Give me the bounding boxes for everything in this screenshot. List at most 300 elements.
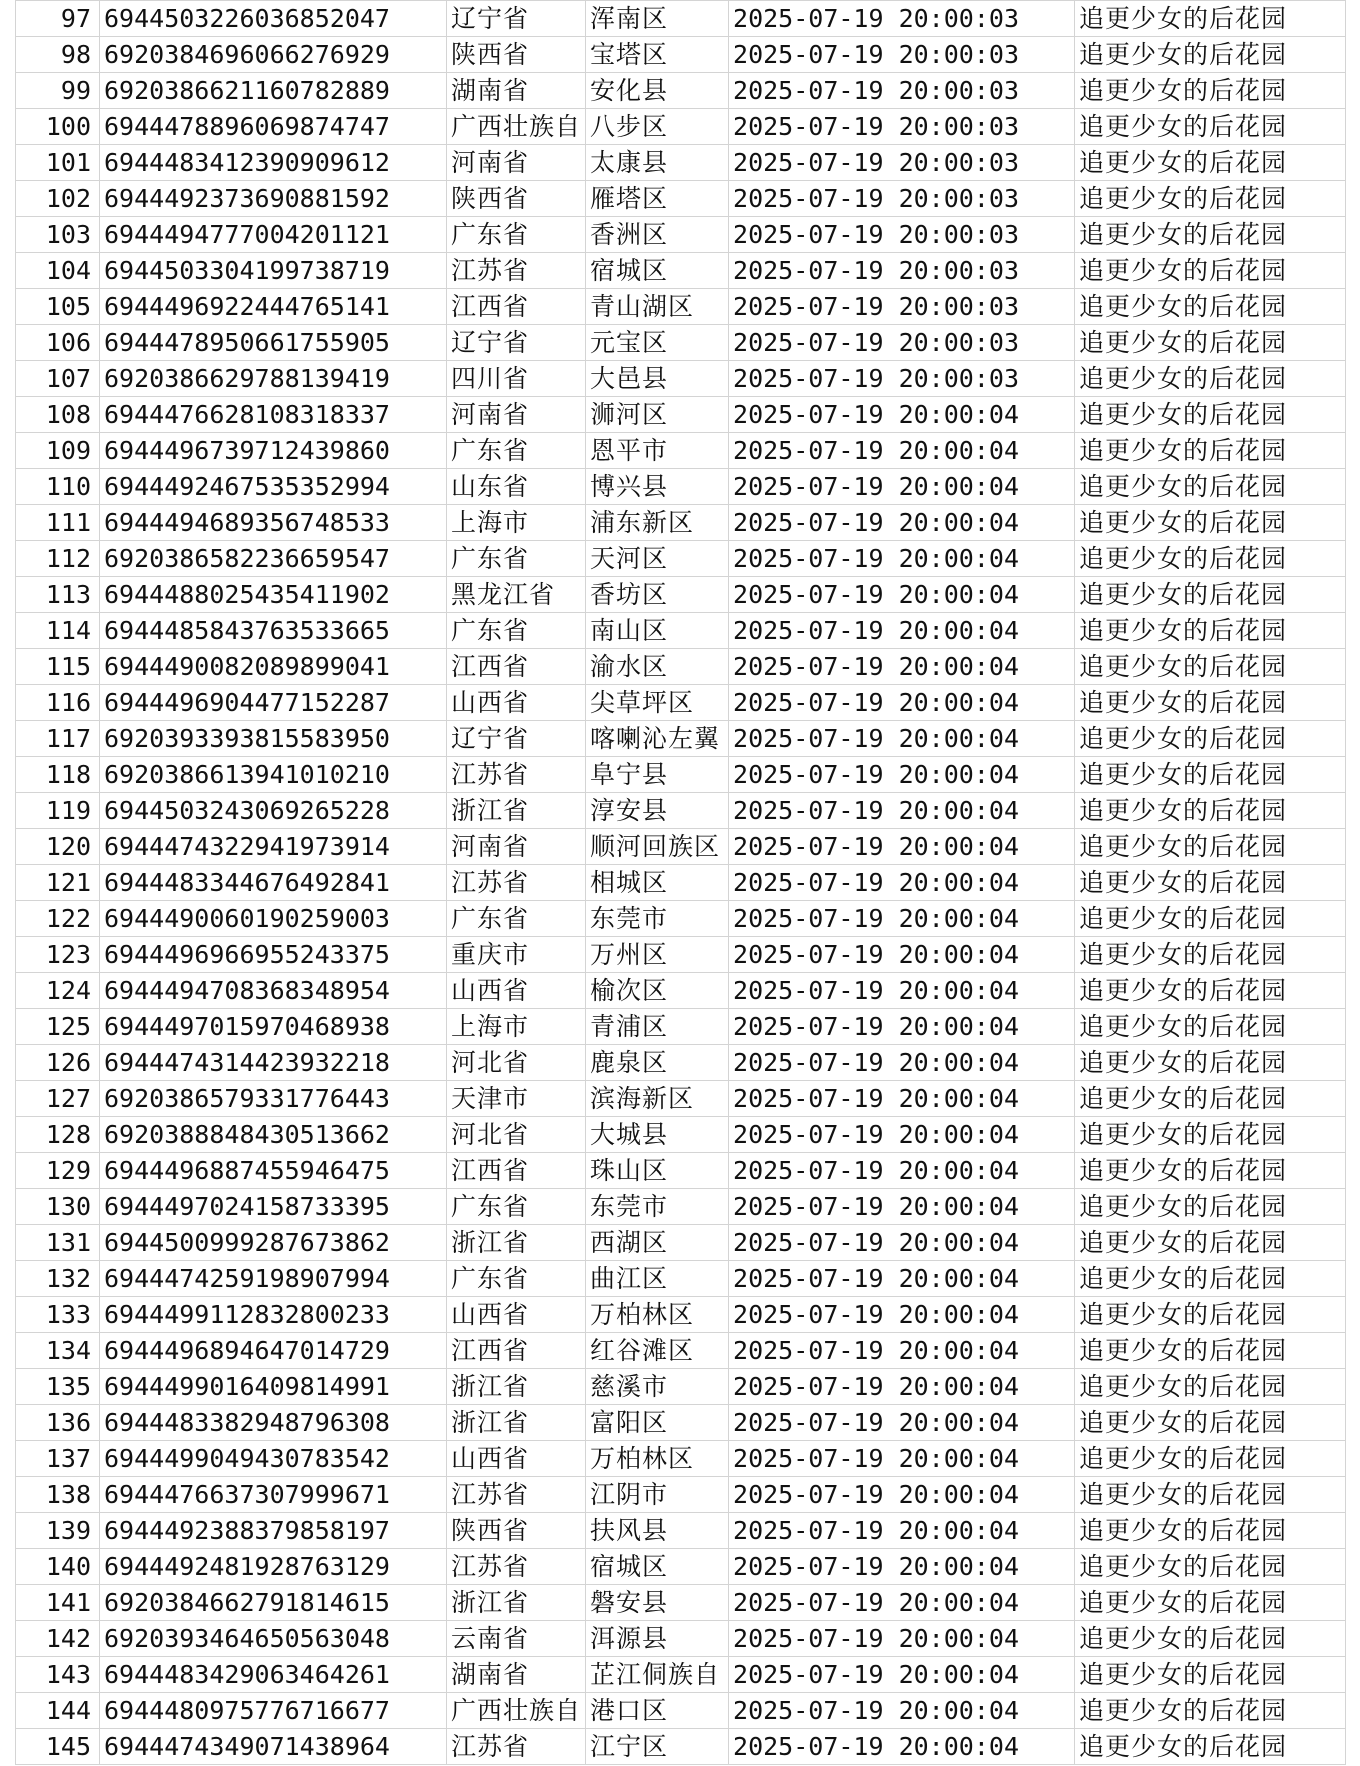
cell-order-id[interactable]: 6944490060190259003 (100, 901, 447, 937)
cell-province[interactable]: 广东省 (447, 1189, 586, 1225)
cell-time[interactable]: 2025-07-19 20:00:04 (729, 901, 1075, 937)
cell-shop[interactable]: 追更少女的后花园 (1075, 577, 1346, 613)
cell-time[interactable]: 2025-07-19 20:00:03 (729, 181, 1075, 217)
cell-index[interactable]: 98 (16, 37, 100, 73)
cell-province[interactable]: 黑龙江省 (447, 577, 586, 613)
cell-province[interactable]: 浙江省 (447, 1585, 586, 1621)
cell-order-id[interactable]: 6920388848430513662 (100, 1117, 447, 1153)
cell-shop[interactable]: 追更少女的后花园 (1075, 1261, 1346, 1297)
cell-district[interactable]: 万州区 (586, 937, 729, 973)
cell-shop[interactable]: 追更少女的后花园 (1075, 1441, 1346, 1477)
cell-province[interactable]: 天津市 (447, 1081, 586, 1117)
cell-shop[interactable]: 追更少女的后花园 (1075, 145, 1346, 181)
cell-time[interactable]: 2025-07-19 20:00:03 (729, 289, 1075, 325)
cell-province[interactable]: 广东省 (447, 901, 586, 937)
cell-index[interactable]: 140 (16, 1549, 100, 1585)
cell-shop[interactable]: 追更少女的后花园 (1075, 937, 1346, 973)
cell-shop[interactable]: 追更少女的后花园 (1075, 1009, 1346, 1045)
cell-district[interactable]: 富阳区 (586, 1405, 729, 1441)
cell-index[interactable]: 100 (16, 109, 100, 145)
cell-order-id[interactable]: 6920393393815583950 (100, 721, 447, 757)
cell-province[interactable]: 江西省 (447, 289, 586, 325)
cell-index[interactable]: 124 (16, 973, 100, 1009)
cell-time[interactable]: 2025-07-19 20:00:04 (729, 1153, 1075, 1189)
cell-district[interactable]: 磐安县 (586, 1585, 729, 1621)
cell-district[interactable]: 鹿泉区 (586, 1045, 729, 1081)
cell-time[interactable]: 2025-07-19 20:00:04 (729, 1081, 1075, 1117)
cell-province[interactable]: 浙江省 (447, 1405, 586, 1441)
cell-index[interactable]: 119 (16, 793, 100, 829)
cell-time[interactable]: 2025-07-19 20:00:03 (729, 253, 1075, 289)
cell-shop[interactable]: 追更少女的后花园 (1075, 685, 1346, 721)
cell-province[interactable]: 重庆市 (447, 937, 586, 973)
cell-index[interactable]: 132 (16, 1261, 100, 1297)
cell-order-id[interactable]: 6944500999287673862 (100, 1225, 447, 1261)
cell-district[interactable]: 滨海新区 (586, 1081, 729, 1117)
cell-index[interactable]: 127 (16, 1081, 100, 1117)
table-row (16, 433, 1346, 469)
cell-time[interactable]: 2025-07-19 20:00:03 (729, 217, 1075, 253)
cell-time[interactable]: 2025-07-19 20:00:04 (729, 757, 1075, 793)
cell-district[interactable]: 相城区 (586, 865, 729, 901)
cell-time[interactable]: 2025-07-19 20:00:03 (729, 325, 1075, 361)
cell-district[interactable]: 东莞市 (586, 1189, 729, 1225)
cell-province[interactable]: 河南省 (447, 829, 586, 865)
cell-time[interactable]: 2025-07-19 20:00:04 (729, 1693, 1075, 1729)
cell-order-id[interactable]: 6944474322941973914 (100, 829, 447, 865)
cell-time[interactable]: 2025-07-19 20:00:04 (729, 541, 1075, 577)
cell-shop[interactable]: 追更少女的后花园 (1075, 1549, 1346, 1585)
cell-shop[interactable]: 追更少女的后花园 (1075, 1153, 1346, 1189)
cell-time[interactable]: 2025-07-19 20:00:03 (729, 37, 1075, 73)
cell-index[interactable]: 134 (16, 1333, 100, 1369)
cell-index[interactable]: 128 (16, 1117, 100, 1153)
cell-order-id[interactable]: 6944492467535352994 (100, 469, 447, 505)
cell-time[interactable]: 2025-07-19 20:00:04 (729, 937, 1075, 973)
cell-time[interactable]: 2025-07-19 20:00:04 (729, 1297, 1075, 1333)
cell-order-id[interactable]: 6944499016409814991 (100, 1369, 447, 1405)
cell-shop[interactable]: 追更少女的后花园 (1075, 217, 1346, 253)
cell-province[interactable]: 江苏省 (447, 757, 586, 793)
cell-province[interactable]: 山西省 (447, 685, 586, 721)
cell-shop[interactable]: 追更少女的后花园 (1075, 289, 1346, 325)
cell-order-id[interactable]: 6944494689356748533 (100, 505, 447, 541)
cell-order-id[interactable]: 6944496894647014729 (100, 1333, 447, 1369)
cell-index[interactable]: 126 (16, 1045, 100, 1081)
cell-time[interactable]: 2025-07-19 20:00:04 (729, 1513, 1075, 1549)
cell-province[interactable]: 江苏省 (447, 1729, 586, 1765)
cell-province[interactable]: 广东省 (447, 217, 586, 253)
cell-shop[interactable]: 追更少女的后花园 (1075, 73, 1346, 109)
cell-index[interactable]: 125 (16, 1009, 100, 1045)
cell-time[interactable]: 2025-07-19 20:00:04 (729, 1657, 1075, 1693)
cell-district[interactable]: 榆次区 (586, 973, 729, 1009)
cell-province[interactable]: 山西省 (447, 1441, 586, 1477)
cell-index[interactable]: 133 (16, 1297, 100, 1333)
cell-index[interactable]: 109 (16, 433, 100, 469)
cell-order-id[interactable]: 6944492388379858197 (100, 1513, 447, 1549)
cell-index[interactable]: 101 (16, 145, 100, 181)
cell-index[interactable]: 118 (16, 757, 100, 793)
cell-order-id[interactable]: 6944496739712439860 (100, 433, 447, 469)
cell-shop[interactable]: 追更少女的后花园 (1075, 253, 1346, 289)
cell-district[interactable]: 芷江侗族自 (586, 1657, 729, 1693)
cell-index[interactable]: 138 (16, 1477, 100, 1513)
cell-province[interactable]: 上海市 (447, 1009, 586, 1045)
cell-order-id[interactable]: 6944503226036852047 (100, 1, 447, 37)
cell-order-id[interactable]: 6944488025435411902 (100, 577, 447, 613)
table-row (16, 1153, 1346, 1189)
cell-order-id[interactable]: 6944480975776716677 (100, 1693, 447, 1729)
cell-index[interactable]: 122 (16, 901, 100, 937)
cell-district[interactable]: 青浦区 (586, 1009, 729, 1045)
cell-province[interactable]: 广东省 (447, 433, 586, 469)
cell-shop[interactable]: 追更少女的后花园 (1075, 1297, 1346, 1333)
cell-shop[interactable]: 追更少女的后花园 (1075, 1333, 1346, 1369)
cell-district[interactable]: 珠山区 (586, 1153, 729, 1189)
cell-province[interactable]: 辽宁省 (447, 721, 586, 757)
cell-index[interactable]: 145 (16, 1729, 100, 1765)
cell-order-id[interactable]: 6920386629788139419 (100, 361, 447, 397)
cell-order-id[interactable]: 6944490082089899041 (100, 649, 447, 685)
cell-district[interactable]: 东莞市 (586, 901, 729, 937)
cell-order-id[interactable]: 6944492481928763129 (100, 1549, 447, 1585)
cell-time[interactable]: 2025-07-19 20:00:04 (729, 1549, 1075, 1585)
cell-district[interactable]: 渝水区 (586, 649, 729, 685)
cell-index[interactable]: 104 (16, 253, 100, 289)
cell-district[interactable]: 江阴市 (586, 1477, 729, 1513)
cell-order-id[interactable]: 6944474349071438964 (100, 1729, 447, 1765)
cell-district[interactable]: 宿城区 (586, 253, 729, 289)
cell-shop[interactable]: 追更少女的后花园 (1075, 1693, 1346, 1729)
cell-shop[interactable]: 追更少女的后花园 (1075, 757, 1346, 793)
cell-index[interactable]: 107 (16, 361, 100, 397)
cell-order-id[interactable]: 6944483382948796308 (100, 1405, 447, 1441)
cell-district[interactable]: 元宝区 (586, 325, 729, 361)
cell-order-id[interactable]: 6944496887455946475 (100, 1153, 447, 1189)
cell-order-id[interactable]: 6920386621160782889 (100, 73, 447, 109)
cell-district[interactable]: 浑南区 (586, 1, 729, 37)
cell-time[interactable]: 2025-07-19 20:00:04 (729, 1261, 1075, 1297)
cell-order-id[interactable]: 6920393464650563048 (100, 1621, 447, 1657)
cell-district[interactable]: 太康县 (586, 145, 729, 181)
cell-shop[interactable]: 追更少女的后花园 (1075, 1369, 1346, 1405)
cell-district[interactable]: 浉河区 (586, 397, 729, 433)
cell-time[interactable]: 2025-07-19 20:00:04 (729, 1729, 1075, 1765)
cell-order-id[interactable]: 6920384662791814615 (100, 1585, 447, 1621)
cell-time[interactable]: 2025-07-19 20:00:04 (729, 973, 1075, 1009)
cell-district[interactable]: 顺河回族区 (586, 829, 729, 865)
cell-shop[interactable]: 追更少女的后花园 (1075, 37, 1346, 73)
cell-index[interactable]: 143 (16, 1657, 100, 1693)
cell-time[interactable]: 2025-07-19 20:00:04 (729, 613, 1075, 649)
cell-province[interactable]: 山西省 (447, 1297, 586, 1333)
cell-index[interactable]: 108 (16, 397, 100, 433)
cell-order-id[interactable]: 6920386579331776443 (100, 1081, 447, 1117)
cell-time[interactable]: 2025-07-19 20:00:03 (729, 1, 1075, 37)
cell-shop[interactable]: 追更少女的后花园 (1075, 433, 1346, 469)
cell-district[interactable]: 天河区 (586, 541, 729, 577)
cell-shop[interactable]: 追更少女的后花园 (1075, 613, 1346, 649)
cell-shop[interactable]: 追更少女的后花园 (1075, 865, 1346, 901)
cell-index[interactable]: 105 (16, 289, 100, 325)
cell-time[interactable]: 2025-07-19 20:00:04 (729, 1009, 1075, 1045)
cell-district[interactable]: 青山湖区 (586, 289, 729, 325)
cell-district[interactable]: 香坊区 (586, 577, 729, 613)
cell-province[interactable]: 广东省 (447, 541, 586, 577)
cell-order-id[interactable]: 6920386582236659547 (100, 541, 447, 577)
cell-shop[interactable]: 追更少女的后花园 (1075, 1189, 1346, 1225)
cell-index[interactable]: 137 (16, 1441, 100, 1477)
cell-district[interactable]: 淳安县 (586, 793, 729, 829)
cell-province[interactable]: 陕西省 (447, 181, 586, 217)
cell-district[interactable]: 博兴县 (586, 469, 729, 505)
cell-shop[interactable]: 追更少女的后花园 (1075, 469, 1346, 505)
cell-district[interactable]: 万柏林区 (586, 1297, 729, 1333)
cell-time[interactable]: 2025-07-19 20:00:04 (729, 1477, 1075, 1513)
cell-index[interactable]: 142 (16, 1621, 100, 1657)
cell-province[interactable]: 陕西省 (447, 1513, 586, 1549)
cell-province[interactable]: 江苏省 (447, 865, 586, 901)
cell-index[interactable]: 103 (16, 217, 100, 253)
cell-province[interactable]: 河南省 (447, 397, 586, 433)
cell-order-id[interactable]: 6944474259198907994 (100, 1261, 447, 1297)
cell-shop[interactable]: 追更少女的后花园 (1075, 793, 1346, 829)
cell-time[interactable]: 2025-07-19 20:00:04 (729, 1333, 1075, 1369)
cell-index[interactable]: 114 (16, 613, 100, 649)
cell-district[interactable]: 西湖区 (586, 1225, 729, 1261)
cell-order-id[interactable]: 6944478896069874747 (100, 109, 447, 145)
cell-province[interactable]: 江苏省 (447, 1477, 586, 1513)
cell-time[interactable]: 2025-07-19 20:00:03 (729, 73, 1075, 109)
cell-shop[interactable]: 追更少女的后花园 (1075, 397, 1346, 433)
cell-time[interactable]: 2025-07-19 20:00:04 (729, 685, 1075, 721)
cell-province[interactable]: 湖南省 (447, 73, 586, 109)
cell-district[interactable]: 雁塔区 (586, 181, 729, 217)
cell-shop[interactable]: 追更少女的后花园 (1075, 1045, 1346, 1081)
cell-province[interactable]: 湖南省 (447, 1657, 586, 1693)
cell-index[interactable]: 135 (16, 1369, 100, 1405)
cell-index[interactable]: 117 (16, 721, 100, 757)
cell-order-id[interactable]: 6944496904477152287 (100, 685, 447, 721)
cell-time[interactable]: 2025-07-19 20:00:04 (729, 469, 1075, 505)
cell-province[interactable]: 山西省 (447, 973, 586, 1009)
cell-time[interactable]: 2025-07-19 20:00:04 (729, 1405, 1075, 1441)
cell-index[interactable]: 112 (16, 541, 100, 577)
cell-order-id[interactable]: 6920386613941010210 (100, 757, 447, 793)
cell-province[interactable]: 四川省 (447, 361, 586, 397)
cell-order-id[interactable]: 6920384696066276929 (100, 37, 447, 73)
cell-order-id[interactable]: 6944499112832800233 (100, 1297, 447, 1333)
cell-shop[interactable]: 追更少女的后花园 (1075, 1, 1346, 37)
cell-district[interactable]: 港口区 (586, 1693, 729, 1729)
cell-order-id[interactable]: 6944496922444765141 (100, 289, 447, 325)
cell-index[interactable]: 99 (16, 73, 100, 109)
cell-province[interactable]: 陕西省 (447, 37, 586, 73)
cell-time[interactable]: 2025-07-19 20:00:04 (729, 433, 1075, 469)
cell-province[interactable]: 山东省 (447, 469, 586, 505)
cell-shop[interactable]: 追更少女的后花园 (1075, 1117, 1346, 1153)
cell-district[interactable]: 大邑县 (586, 361, 729, 397)
cell-shop[interactable]: 追更少女的后花园 (1075, 109, 1346, 145)
cell-shop[interactable]: 追更少女的后花园 (1075, 973, 1346, 1009)
cell-order-id[interactable]: 6944497024158733395 (100, 1189, 447, 1225)
cell-province[interactable]: 上海市 (447, 505, 586, 541)
cell-district[interactable]: 红谷滩区 (586, 1333, 729, 1369)
table-row (16, 1441, 1346, 1477)
cell-time[interactable]: 2025-07-19 20:00:04 (729, 1045, 1075, 1081)
cell-index[interactable]: 113 (16, 577, 100, 613)
cell-index[interactable]: 120 (16, 829, 100, 865)
cell-time[interactable]: 2025-07-19 20:00:04 (729, 1225, 1075, 1261)
cell-district[interactable]: 南山区 (586, 613, 729, 649)
cell-district[interactable]: 恩平市 (586, 433, 729, 469)
cell-district[interactable]: 曲江区 (586, 1261, 729, 1297)
cell-order-id[interactable]: 6944492373690881592 (100, 181, 447, 217)
cell-order-id[interactable]: 6944474314423932218 (100, 1045, 447, 1081)
cell-shop[interactable]: 追更少女的后花园 (1075, 829, 1346, 865)
cell-province[interactable]: 江西省 (447, 649, 586, 685)
cell-province[interactable]: 河北省 (447, 1117, 586, 1153)
cell-district[interactable]: 江宁区 (586, 1729, 729, 1765)
cell-index[interactable]: 144 (16, 1693, 100, 1729)
cell-time[interactable]: 2025-07-19 20:00:04 (729, 829, 1075, 865)
cell-district[interactable]: 慈溪市 (586, 1369, 729, 1405)
cell-time[interactable]: 2025-07-19 20:00:04 (729, 1441, 1075, 1477)
cell-district[interactable]: 香洲区 (586, 217, 729, 253)
cell-index[interactable]: 131 (16, 1225, 100, 1261)
cell-time[interactable]: 2025-07-19 20:00:03 (729, 361, 1075, 397)
cell-shop[interactable]: 追更少女的后花园 (1075, 649, 1346, 685)
cell-province[interactable]: 江西省 (447, 1333, 586, 1369)
cell-district[interactable]: 宝塔区 (586, 37, 729, 73)
cell-order-id[interactable]: 6944503304199738719 (100, 253, 447, 289)
cell-index[interactable]: 115 (16, 649, 100, 685)
cell-shop[interactable]: 追更少女的后花园 (1075, 1513, 1346, 1549)
cell-order-id[interactable]: 6944476628108318337 (100, 397, 447, 433)
cell-order-id[interactable]: 6944476637307999671 (100, 1477, 447, 1513)
cell-time[interactable]: 2025-07-19 20:00:04 (729, 1189, 1075, 1225)
cell-time[interactable]: 2025-07-19 20:00:03 (729, 145, 1075, 181)
cell-shop[interactable]: 追更少女的后花园 (1075, 505, 1346, 541)
cell-time[interactable]: 2025-07-19 20:00:04 (729, 577, 1075, 613)
cell-province[interactable]: 云南省 (447, 1621, 586, 1657)
cell-province[interactable]: 江苏省 (447, 253, 586, 289)
cell-shop[interactable]: 追更少女的后花园 (1075, 1081, 1346, 1117)
cell-order-id[interactable]: 6944494777004201121 (100, 217, 447, 253)
cell-province[interactable]: 浙江省 (447, 793, 586, 829)
table-row (16, 1729, 1346, 1765)
cell-order-id[interactable]: 6944503243069265228 (100, 793, 447, 829)
cell-district[interactable]: 浦东新区 (586, 505, 729, 541)
cell-province[interactable]: 广西壮族自 (447, 1693, 586, 1729)
cell-district[interactable]: 万柏林区 (586, 1441, 729, 1477)
cell-province[interactable]: 江西省 (447, 1153, 586, 1189)
cell-order-id[interactable]: 6944494708368348954 (100, 973, 447, 1009)
cell-province[interactable]: 河北省 (447, 1045, 586, 1081)
cell-time[interactable]: 2025-07-19 20:00:03 (729, 109, 1075, 145)
cell-order-id[interactable]: 6944496966955243375 (100, 937, 447, 973)
cell-order-id[interactable]: 6944478950661755905 (100, 325, 447, 361)
cell-index[interactable]: 111 (16, 505, 100, 541)
cell-shop[interactable]: 追更少女的后花园 (1075, 1621, 1346, 1657)
cell-order-id[interactable]: 6944483344676492841 (100, 865, 447, 901)
cell-shop[interactable]: 追更少女的后花园 (1075, 1477, 1346, 1513)
cell-district[interactable]: 扶风县 (586, 1513, 729, 1549)
cell-index[interactable]: 139 (16, 1513, 100, 1549)
cell-shop[interactable]: 追更少女的后花园 (1075, 181, 1346, 217)
cell-province[interactable]: 河南省 (447, 145, 586, 181)
cell-shop[interactable]: 追更少女的后花园 (1075, 1585, 1346, 1621)
cell-index[interactable]: 136 (16, 1405, 100, 1441)
cell-time[interactable]: 2025-07-19 20:00:04 (729, 1117, 1075, 1153)
cell-district[interactable]: 大城县 (586, 1117, 729, 1153)
cell-index[interactable]: 129 (16, 1153, 100, 1189)
cell-province[interactable]: 江苏省 (447, 1549, 586, 1585)
cell-district[interactable]: 宿城区 (586, 1549, 729, 1585)
cell-province[interactable]: 浙江省 (447, 1225, 586, 1261)
cell-index[interactable]: 102 (16, 181, 100, 217)
cell-time[interactable]: 2025-07-19 20:00:04 (729, 793, 1075, 829)
cell-index[interactable]: 123 (16, 937, 100, 973)
cell-province[interactable]: 辽宁省 (447, 325, 586, 361)
cell-shop[interactable]: 追更少女的后花园 (1075, 1405, 1346, 1441)
cell-order-id[interactable]: 6944485843763533665 (100, 613, 447, 649)
cell-time[interactable]: 2025-07-19 20:00:04 (729, 721, 1075, 757)
table-row (16, 973, 1346, 1009)
cell-shop[interactable]: 追更少女的后花园 (1075, 1225, 1346, 1261)
cell-district[interactable]: 喀喇沁左翼 (586, 721, 729, 757)
cell-shop[interactable]: 追更少女的后花园 (1075, 361, 1346, 397)
cell-shop[interactable]: 追更少女的后花园 (1075, 325, 1346, 361)
cell-shop[interactable]: 追更少女的后花园 (1075, 1657, 1346, 1693)
cell-index[interactable]: 106 (16, 325, 100, 361)
cell-time[interactable]: 2025-07-19 20:00:04 (729, 649, 1075, 685)
cell-time[interactable]: 2025-07-19 20:00:04 (729, 1621, 1075, 1657)
cell-index[interactable]: 141 (16, 1585, 100, 1621)
cell-time[interactable]: 2025-07-19 20:00:04 (729, 1585, 1075, 1621)
cell-province[interactable]: 浙江省 (447, 1369, 586, 1405)
cell-shop[interactable]: 追更少女的后花园 (1075, 541, 1346, 577)
cell-order-id[interactable]: 6944499049430783542 (100, 1441, 447, 1477)
cell-province[interactable]: 广西壮族自 (447, 109, 586, 145)
cell-district[interactable]: 安化县 (586, 73, 729, 109)
cell-shop[interactable]: 追更少女的后花园 (1075, 1729, 1346, 1765)
cell-index[interactable]: 110 (16, 469, 100, 505)
cell-index[interactable]: 116 (16, 685, 100, 721)
cell-district[interactable]: 阜宁县 (586, 757, 729, 793)
cell-index[interactable]: 130 (16, 1189, 100, 1225)
cell-time[interactable]: 2025-07-19 20:00:04 (729, 505, 1075, 541)
cell-district[interactable]: 尖草坪区 (586, 685, 729, 721)
cell-province[interactable]: 广东省 (447, 613, 586, 649)
cell-time[interactable]: 2025-07-19 20:00:04 (729, 1369, 1075, 1405)
cell-shop[interactable]: 追更少女的后花园 (1075, 721, 1346, 757)
cell-order-id[interactable]: 6944483412390909612 (100, 145, 447, 181)
cell-index[interactable]: 121 (16, 865, 100, 901)
cell-province[interactable]: 辽宁省 (447, 1, 586, 37)
cell-order-id[interactable]: 6944483429063464261 (100, 1657, 447, 1693)
cell-time[interactable]: 2025-07-19 20:00:04 (729, 865, 1075, 901)
cell-order-id[interactable]: 6944497015970468938 (100, 1009, 447, 1045)
cell-time[interactable]: 2025-07-19 20:00:04 (729, 397, 1075, 433)
cell-district[interactable]: 八步区 (586, 109, 729, 145)
cell-province[interactable]: 广东省 (447, 1261, 586, 1297)
cell-shop[interactable]: 追更少女的后花园 (1075, 901, 1346, 937)
cell-index[interactable]: 97 (16, 1, 100, 37)
table-row (16, 1117, 1346, 1153)
cell-district[interactable]: 洱源县 (586, 1621, 729, 1657)
